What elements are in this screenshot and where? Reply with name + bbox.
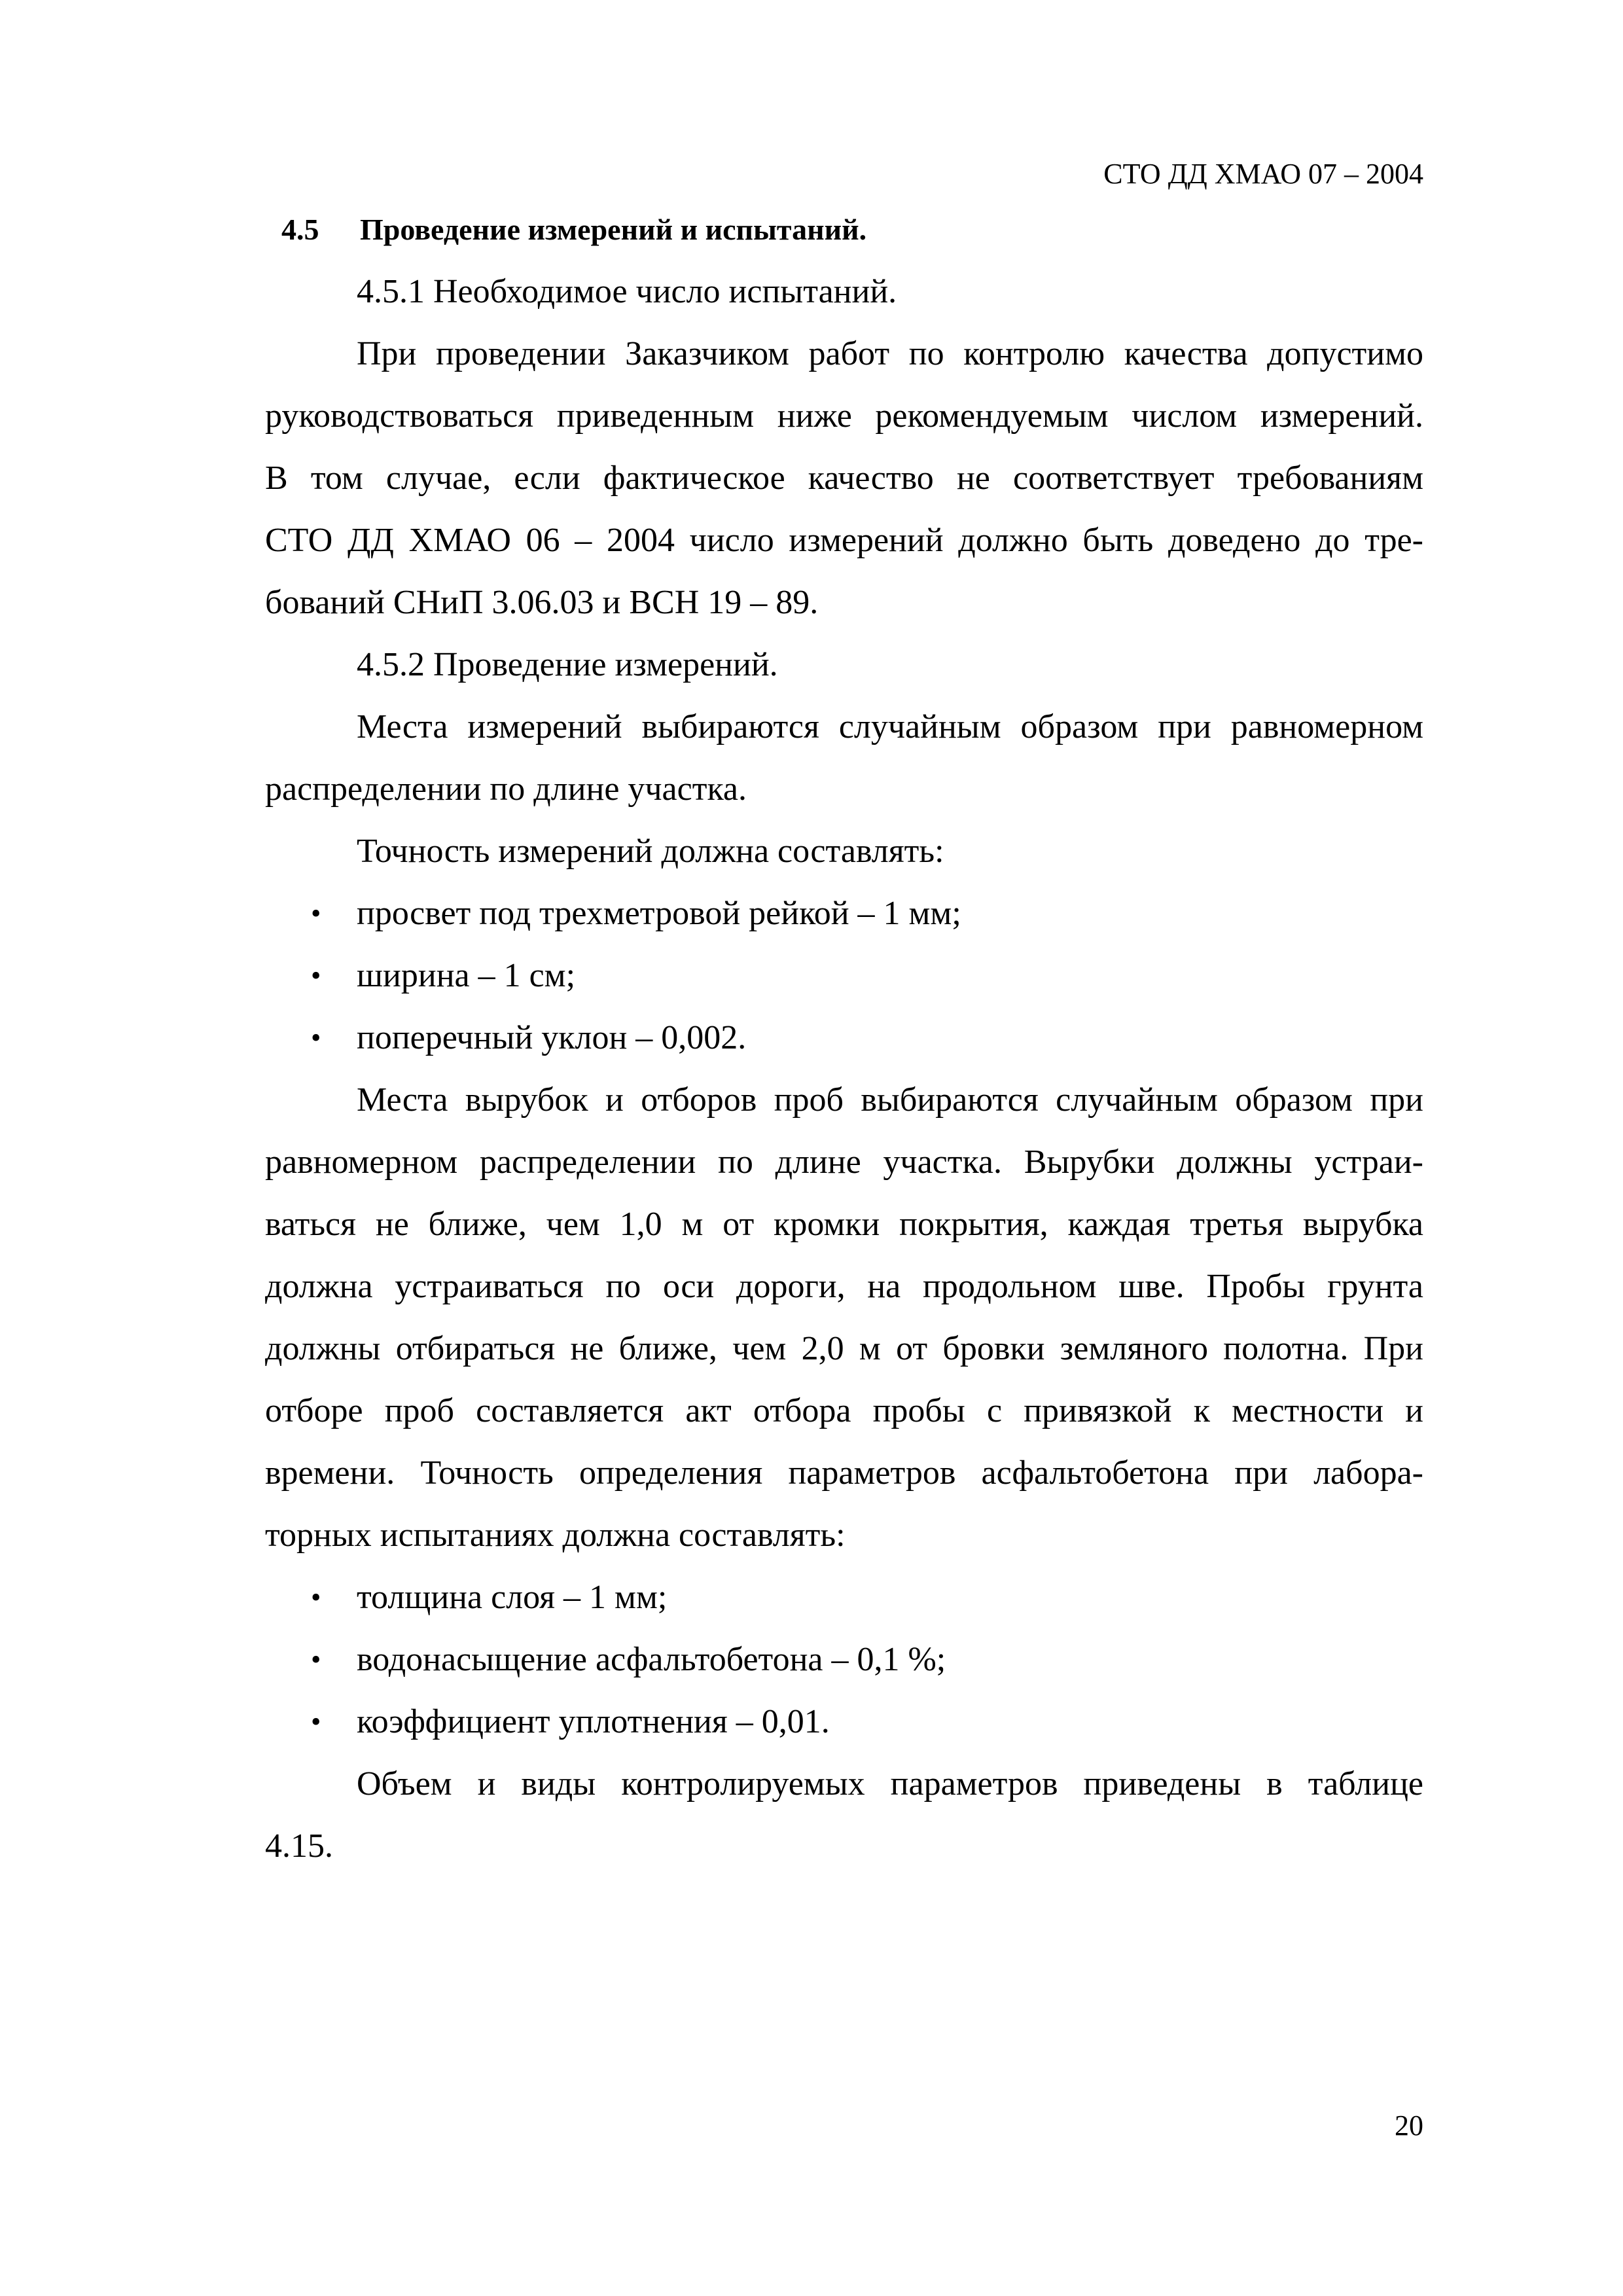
bullet-icon: • [311,1643,321,1676]
paragraph-line: бований СНиП 3.06.03 и ВСН 19 – 89. [265,584,819,621]
bullet-icon: • [311,1581,321,1613]
section-heading [281,211,866,249]
paragraph-line: ваться не ближе, чем 1,0 м от кромки покрытия, каждая третья вырубка [265,1206,1423,1243]
body-text [265,260,1423,1877]
list-item [265,1691,1423,1753]
paragraph-line: должны отбираться не ближе, чем 2,0 м от бровки земляного полотна. При [265,1330,1423,1367]
paragraph-line: При проведении Заказчиком работ по контролю качества допустимо [357,335,1423,372]
list-item [265,1007,1423,1069]
bullet-icon: • [311,960,321,992]
paragraph-line: Места измерений выбираются случайным образом при равномерном [357,708,1423,745]
list-item-text: поперечный уклон – 0,002. [357,1019,747,1056]
accuracy-intro: Точность измерений должна составлять: [357,833,944,870]
paragraph-line: равномерном распределении по длине участка. Вырубки должны устраи- [265,1143,1423,1181]
section-title: Проведение измерений и испытаний. [360,213,867,246]
list-item [265,1628,1423,1691]
list-item [265,1566,1423,1628]
paragraph-line: отборе проб составляется акт отбора пробы с привязкой к местности и [265,1392,1423,1429]
page-number: 20 [1395,2109,1423,2142]
paragraph-line: Места вырубок и отборов проб выбираются случайным образом при [357,1081,1423,1119]
paragraph-line: распределении по длине участка. [265,770,747,808]
list-item-text: водонасыщение асфальтобетона – 0,1 %; [357,1641,946,1678]
subsection-title: 4.5.2 Проведение измерений. [357,646,778,683]
paragraph-line: 4.15. [265,1827,333,1865]
bullet-icon: • [311,1706,321,1738]
subsection-title: 4.5.1 Необходимое число испытаний. [357,273,897,310]
paragraph-line: торных испытаниях должна составлять: [265,1516,846,1554]
list-item-text: коэффициент уплотнения – 0,01. [357,1703,830,1740]
section-number: 4.5 [281,213,319,246]
paragraph-line: должна устраиваться по оси дороги, на продольном шве. Пробы грунта [265,1268,1423,1305]
paragraph-line: времени. Точность определения параметров асфальтобетона при лабора- [265,1454,1423,1492]
paragraph-line: руководствоваться приведенным ниже рекомендуемым числом измерений. [265,397,1423,435]
paragraph-line: Объем и виды контролируемых параметров приведены в таблице [357,1765,1423,1803]
list-item [265,882,1423,944]
bullet-icon: • [311,1022,321,1054]
list-item-text: просвет под трехметровой рейкой – 1 мм; [357,895,961,932]
list-item [265,944,1423,1007]
bullet-icon: • [311,897,321,929]
document-code-header: СТО ДД ХМАО 07 – 2004 [1103,158,1423,190]
list-item-text: толщина слоя – 1 мм; [357,1579,668,1616]
list-item-text: ширина – 1 см; [357,957,576,994]
paragraph-line: СТО ДД ХМАО 06 – 2004 число измерений должно быть доведено до тре- [265,522,1423,559]
paragraph-line: В том случае, если фактическое качество не соответствует требованиям [265,459,1423,497]
